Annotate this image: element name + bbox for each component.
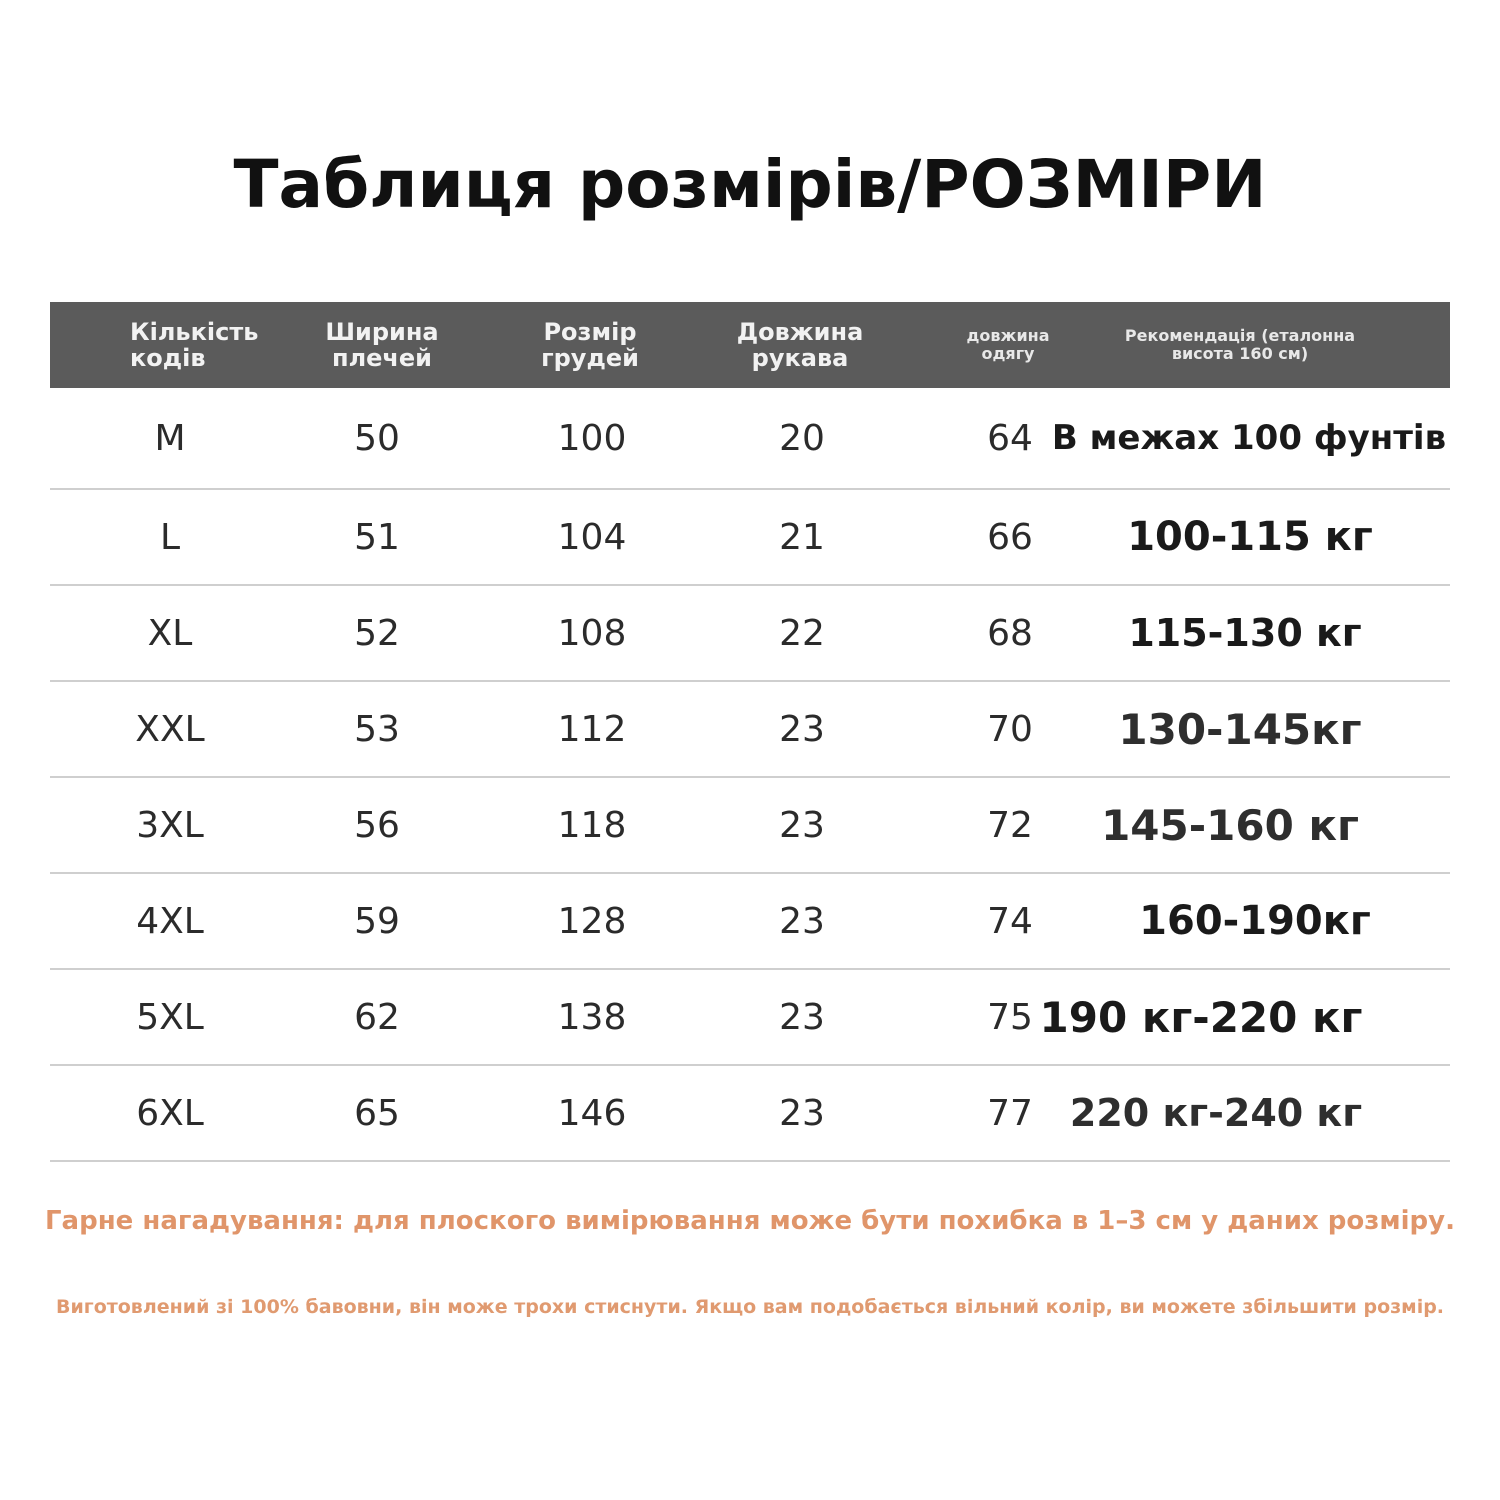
header-recommend: Рекомендація (еталонна висота 160 см) xyxy=(1124,326,1356,363)
cell-chest: 108 xyxy=(557,612,627,654)
cell-size: L xyxy=(159,516,181,558)
cell-sleeve: 23 xyxy=(779,1092,825,1134)
table-row xyxy=(50,1066,1450,1162)
cell-sleeve: 23 xyxy=(779,900,825,942)
cell-sleeve: 22 xyxy=(779,612,825,654)
page-title: Таблиця розмірів/РОЗМІРИ xyxy=(233,146,1267,223)
cell-shoulder: 62 xyxy=(354,996,400,1038)
cell-chest: 138 xyxy=(557,996,627,1038)
cell-sleeve: 23 xyxy=(779,708,825,750)
cell-chest: 128 xyxy=(557,900,627,942)
cell-size: M xyxy=(154,417,186,459)
cell-length: 66 xyxy=(987,516,1033,558)
fabric-note: Виготовлений зі 100% бавовни, він може трохи стиснути. Якщо вам подобається вільний колір, ви можете збільшити розмір. xyxy=(55,1296,1445,1318)
table-row xyxy=(50,490,1450,586)
cell-length: 72 xyxy=(987,804,1033,846)
cell-shoulder: 56 xyxy=(354,804,400,846)
size-table xyxy=(50,302,1450,1162)
cell-length: 68 xyxy=(987,612,1033,654)
header-sleeve: Довжина рукава xyxy=(736,317,864,372)
table-row xyxy=(50,388,1450,490)
cell-size: 5XL xyxy=(136,996,204,1038)
cell-size: 6XL xyxy=(136,1092,204,1134)
cell-shoulder: 59 xyxy=(354,900,400,942)
cell-length: 64 xyxy=(987,417,1033,459)
header-size-code: Кількість кодів xyxy=(130,317,259,372)
cell-size: XXL xyxy=(135,708,205,750)
cell-chest: 100 xyxy=(557,417,627,459)
cell-size: 4XL xyxy=(136,900,204,942)
cell-length: 74 xyxy=(987,900,1033,942)
cell-length: 77 xyxy=(987,1092,1033,1134)
cell-sleeve: 23 xyxy=(779,804,825,846)
cell-shoulder: 51 xyxy=(354,516,400,558)
header-shoulder: Ширина плечей xyxy=(325,317,439,372)
table-row xyxy=(50,778,1450,874)
cell-shoulder: 50 xyxy=(354,417,400,459)
cell-sleeve: 23 xyxy=(779,996,825,1038)
cell-recommend: 115-130 кг xyxy=(1128,611,1362,655)
cell-size: XL xyxy=(147,612,193,654)
header-length: довжина одягу xyxy=(966,326,1050,363)
cell-recommend: 160-190кг xyxy=(1139,898,1371,944)
table-header xyxy=(50,302,1450,388)
cell-sleeve: 20 xyxy=(779,417,825,459)
cell-recommend: 100-115 кг xyxy=(1127,514,1373,560)
table-row xyxy=(50,874,1450,970)
measurement-reminder: Гарне нагадування: для плоского вимірювання може бути похибка в 1–3 см у даних розміру. xyxy=(44,1206,1455,1236)
cell-sleeve: 21 xyxy=(779,516,825,558)
cell-recommend: 145-160 кг xyxy=(1101,800,1359,850)
cell-chest: 104 xyxy=(557,516,627,558)
cell-recommend: 190 кг-220 кг xyxy=(1039,992,1363,1042)
cell-shoulder: 52 xyxy=(354,612,400,654)
cell-shoulder: 65 xyxy=(354,1092,400,1134)
cell-shoulder: 53 xyxy=(354,708,400,750)
cell-size: 3XL xyxy=(136,804,204,846)
cell-recommend: В межах 100 фунтів xyxy=(1051,418,1447,458)
cell-length: 75 xyxy=(987,996,1033,1038)
cell-recommend: 220 кг-240 кг xyxy=(1069,1091,1363,1135)
header-chest: Розмір грудей xyxy=(541,317,639,372)
table-row xyxy=(50,970,1450,1066)
cell-chest: 118 xyxy=(557,804,627,846)
table-row xyxy=(50,682,1450,778)
cell-length: 70 xyxy=(987,708,1033,750)
table-row xyxy=(50,586,1450,682)
cell-chest: 112 xyxy=(557,708,627,750)
cell-chest: 146 xyxy=(557,1092,627,1134)
cell-recommend: 130-145кг xyxy=(1118,704,1362,754)
